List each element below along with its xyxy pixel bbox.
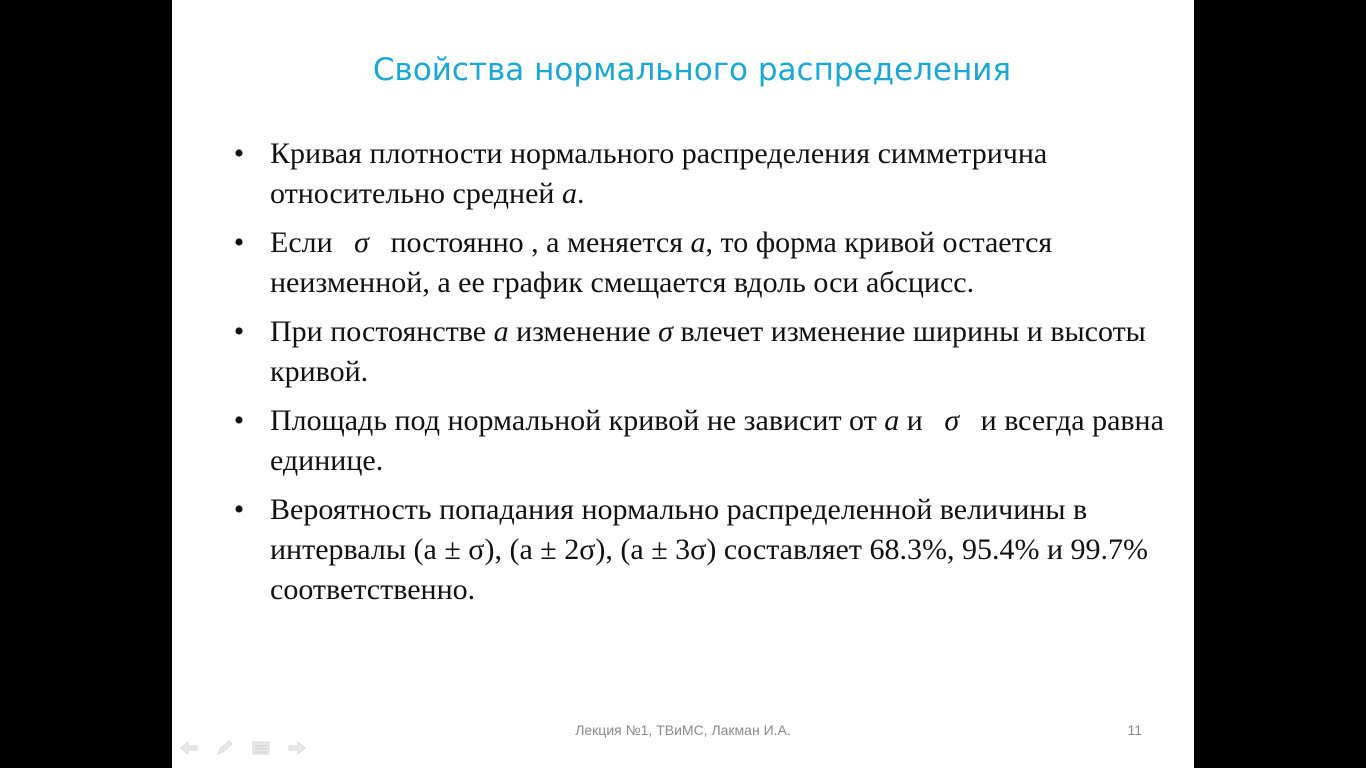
bullet-marker: • xyxy=(233,137,245,170)
bullet-marker: • xyxy=(233,404,245,437)
bullet-item xyxy=(230,134,1170,214)
pen-icon[interactable] xyxy=(214,739,236,757)
slideshow-nav-controls xyxy=(178,738,308,758)
bullet-item xyxy=(230,223,1170,303)
interval-two-sigma: (a ± 2σ) xyxy=(509,533,606,566)
bullet-marker: • xyxy=(233,315,245,348)
menu-icon[interactable] xyxy=(250,739,272,757)
bullet-text: Площадь под нормальной кривой не зависит от a и σ и всегда равна единице. xyxy=(270,404,1164,477)
bullet-text: При постоянстве a изменение σ влечет изменение ширины и высоты кривой. xyxy=(270,315,1146,388)
slide-footer: Лекция №1, ТВиМС, Лакман И.А. xyxy=(575,722,791,738)
bullet-item xyxy=(230,490,1170,610)
bullet-marker: • xyxy=(233,226,245,259)
bullet-item xyxy=(230,401,1170,481)
bullet-text: Вероятность попадания нормально распределенной величины в интервалы (a ± σ), (a ± 2σ), (a ± 3σ) составляет 68.3%, 95.4% и 99.7% соответственно. xyxy=(270,493,1148,606)
interval-three-sigma: (a ± 3σ) xyxy=(620,533,717,566)
interval-one-sigma: (a ± σ) xyxy=(413,533,495,566)
bullet-item xyxy=(230,312,1170,392)
bullet-text: Если σ постоянно , а меняется a, то форма кривой остается неизменной, а ее график смещается вдоль оси абсцисс. xyxy=(270,226,1053,299)
bullet-marker: • xyxy=(233,493,245,526)
slide-title: Свойства нормального распределения xyxy=(372,52,1012,88)
slide-number: 11 xyxy=(1127,722,1142,738)
bullet-text: Кривая плотности нормального распределения симметрична относительно средней a. xyxy=(270,137,1048,210)
forward-arrow-icon[interactable] xyxy=(286,739,308,757)
back-arrow-icon[interactable] xyxy=(178,739,200,757)
bullet-list xyxy=(230,134,1170,619)
slide xyxy=(172,0,1194,768)
